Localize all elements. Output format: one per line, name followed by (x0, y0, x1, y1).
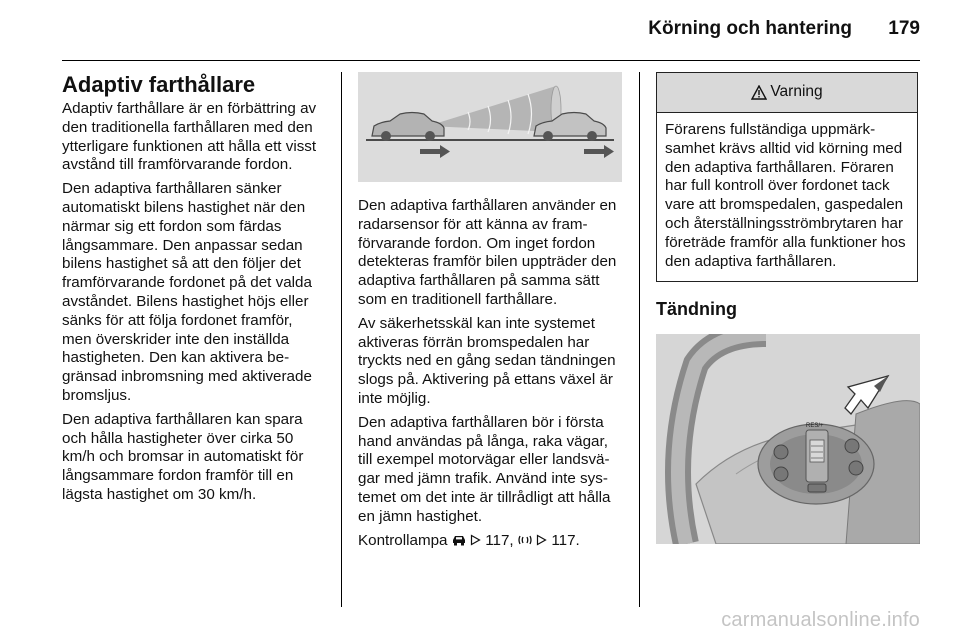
steering-wheel-illustration (656, 334, 920, 544)
paragraph: Den adaptiva farthållaren använder en radarsensor för att känna av framförvarande fordon. Om inget fordon detekteras framför bilen uppträder den adaptiva farthållaren på samma sätt som en traditionell farthållare. (358, 197, 617, 308)
radar-illustration-image (358, 72, 622, 182)
watermark: carmanualsonline.info (721, 609, 920, 631)
column-divider-right (639, 72, 640, 607)
paragraph: Den adaptiva farthållaren sänker automatiskt bilens hastighet när den närmar sig ett fordon som färdas långsammare. Den anpassar sedan bilens hastighet så att den följer det framförvarande fordonet på det valda avståndet. Bilens hastighet höjs eller sänks för att följa fordonet framför, men överskrider inte den inställda hastigheten. Den kan aktivera begränsad inbromsning med aktiverade bromsljus. (62, 180, 312, 404)
paragraph: Av säkerhetsskäl kan inte systemet aktiveras förrän bromspedalen har tryckts ned en gång sedan tändningen slogs på. Aktivering på ettans växel är inte möjlig. (358, 314, 616, 407)
column-1 (62, 72, 326, 510)
radar-illustration (358, 72, 622, 182)
warning-box (656, 72, 918, 282)
paragraph: Den adaptiva farthållaren kan spara och hålla hastigheter över cirka 50 km/h och bromsar in automatiskt för långsammare fordon framför till en lägsta hastighet om 30 km/h. (62, 410, 304, 503)
section-title: Adaptiv farthållare (62, 72, 256, 97)
page-number: 179 (888, 18, 920, 39)
column-2 (358, 72, 624, 555)
control-lamp-label: Kontrollampa (358, 531, 448, 549)
car-icon (452, 534, 466, 546)
reference-arrow-icon (470, 534, 481, 546)
subsection-title: Tändning (656, 299, 737, 320)
wheel-button-label: RES/+ (806, 423, 824, 430)
warning-triangle-icon (751, 85, 767, 100)
paragraph: Den adaptiva farthållaren bör i första hand användas på långa, raka vägar, till exempel motorvägar eller landsvägar med jämn trafik. Använd inte systemet om det inte är tillrådligt att hålla en jämn hastighet. (358, 413, 611, 525)
control-lamp-reference[interactable]: 117, (485, 531, 514, 549)
header-rule (62, 60, 920, 61)
control-lamp-line (358, 532, 624, 551)
column-3 (656, 72, 922, 544)
reference-arrow-icon (536, 534, 547, 546)
control-lamp-reference[interactable]: 117. (551, 531, 580, 549)
warning-text: Förarens fullständiga uppmärksamhet krävs alltid vid körning med den adaptiva farthållaren. Föraren har full kontroll över fordonet tack vare att bromspedalen, gaspedalen och återställningsströmbrytaren har företräde framför alla funktioner hos den adaptiva farthållaren. (665, 121, 906, 270)
column-divider-left (341, 72, 342, 607)
warning-title: Varning (770, 83, 823, 101)
distance-wave-icon (518, 534, 532, 546)
header-title: Körning och hantering (648, 18, 852, 39)
steering-wheel-image (656, 334, 920, 544)
warning-header (657, 73, 917, 113)
paragraph: Adaptiv farthållare är en förbättring av den traditionella farthållaren med den ytterligare funktionen att hålla ett visst avstånd till framförvarande fordon. (62, 100, 317, 174)
